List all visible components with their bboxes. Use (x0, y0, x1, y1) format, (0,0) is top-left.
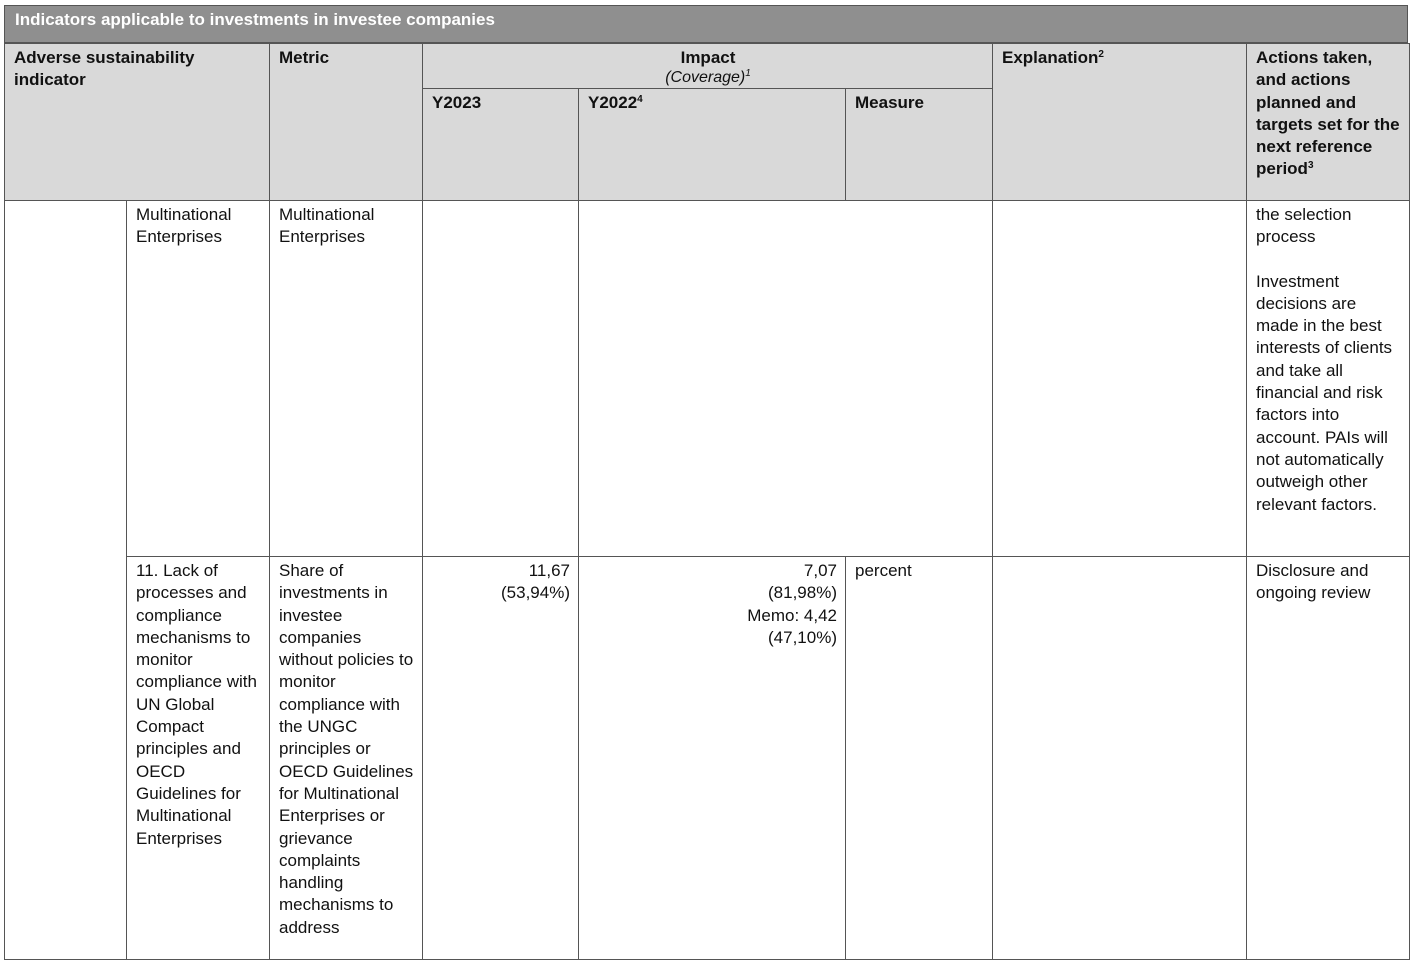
header-impact (423, 44, 993, 89)
metric-cell: Share of investments in investee companies without policies to monitor compliance with the UNGC principles or OECD Guidelines for Multinational Enterprises or grievance complaints handling mechanisms to address (270, 557, 423, 960)
header-coverage: (Coverage)$^1$ (665, 68, 751, 87)
header-y2023: Y2023 (423, 89, 579, 201)
actions-text-part2: Investment decisions are made in the best interests of clients and take all financial and risk factors into account. PAIs will not automatically outweigh other relevant factors. (1256, 271, 1393, 514)
header-explanation: Explanation$^2$ (993, 44, 1247, 201)
indicator-cell: Multinational Enterprises (127, 201, 270, 557)
metric-cell: Multinational Enterprises (270, 201, 423, 557)
explanation-cell (993, 201, 1247, 557)
pai-indicators-table (4, 43, 1410, 960)
header-indicator: Adverse sustainability indicator (5, 44, 270, 201)
explanation-cell (993, 557, 1247, 960)
header-y2022: Y2022$^4$ (579, 89, 846, 201)
table-title: Indicators applicable to investments in investee companies (4, 5, 1408, 43)
y2023-cell: 11,67 (53,94%) (423, 557, 579, 960)
actions-cell (1247, 201, 1410, 557)
actions-cell: Disclosure and ongoing review (1247, 557, 1410, 960)
header-actions: Actions taken, and actions planned and targets set for the next reference period$^3$ (1247, 44, 1410, 201)
measure-cell: percent (846, 557, 993, 960)
empty-category-cell (5, 201, 127, 960)
header-metric: Metric (270, 44, 423, 201)
y2022-cell (579, 201, 993, 557)
header-impact-label: Impact (680, 48, 736, 67)
y2022-cell: 7,07 (81,98%) Memo: 4,42 (47,10%) (579, 557, 846, 960)
actions-text-part1: the selection process (1256, 205, 1352, 247)
table-row (5, 557, 1410, 960)
indicator-cell: 11. Lack of processes and compliance mechanisms to monitor compliance with UN Global Compact principles and OECD Guidelines for Multinational Enterprises (127, 557, 270, 960)
table-row (5, 201, 1410, 557)
header-row-1 (5, 44, 1410, 89)
y2023-cell (423, 201, 579, 557)
header-measure: Measure (846, 89, 993, 201)
